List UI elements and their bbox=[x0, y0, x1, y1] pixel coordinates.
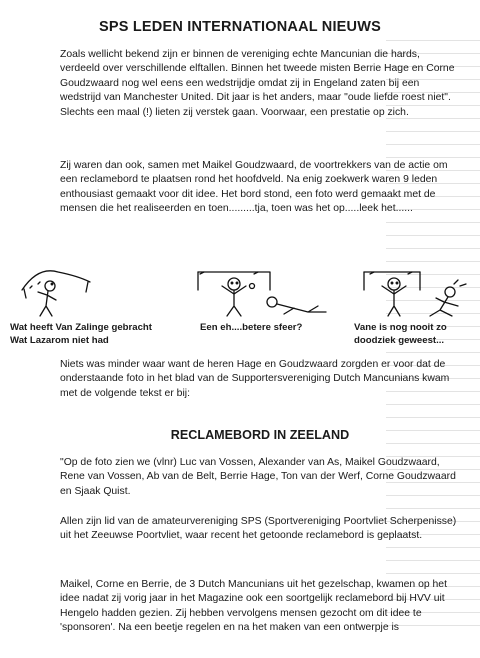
stick-figure-4 bbox=[430, 280, 466, 316]
intro-paragraph: Zoals wellicht bekend zijn er binnen de vereniging echte Mancunian die hards, verdeeld over verschillende elftallen. Binnen het tweede misten Berrie Hage en Corne Goudzwaard nog wel eens een wedstrijdje omdat zij in Engeland zaten bij een wedstrijd van Manchester United. Dit jaar is het anders, maar "oude liefde roest niet". Slechts een maal (!) lieten zij verstek gaan. Voorwaar, een prestatie op zich. bbox=[60, 49, 455, 118]
paragraph-2: Zij waren dan ook, samen met Maikel Goudzwaard, de voortrekkers van de actie om een reclamebord te plaatsen rond het hoofdveld. Na enig zoekwerk waren 9 leden enthousiast gemaakt voor dit idee. Het bord stond, een foto werd gemaakt met de mensen die het realiseerden en toen.........tja, toen was het op.....leek het...... bbox=[60, 160, 448, 215]
paragraph-3: Niets was minder waar want de heren Hage en Goudzwaard zorgden er voor dat de onderstaande foto in het blad van de Supportersvereniging Dutch Mancunians kwam met de volgende tekst er bij: bbox=[60, 359, 450, 399]
stick-figure-2 bbox=[222, 278, 255, 316]
paragraph-6: Maikel, Corne en Berrie, de 3 Dutch Mancunians uit het gezelschap, kwamen op het idee nadat zij vorig jaar in het Magazine ook een soortgelijk reclamebord bij HVV uit Hengelo hadden gezien. Zij hebben vervolgens mensen gezocht om dit idee te 'sponsoren'. Na een beetje regelen en na het maken van een ontwerpje is bbox=[60, 579, 447, 634]
reverse-side-bleed-through bbox=[380, 40, 480, 658]
caption-1-line-1: Wat heeft Van Zalinge gebracht bbox=[10, 322, 152, 333]
caption-2: Een eh....betere sfeer? bbox=[200, 322, 303, 333]
stick-figure-cartoon bbox=[8, 262, 472, 318]
caption-3: Vane is nog nooit zo doodziek geweest... bbox=[354, 322, 447, 346]
stick-figure-3 bbox=[382, 278, 406, 316]
page-title: SPS LEDEN INTERNATIONAAL NIEUWS bbox=[99, 19, 381, 35]
goal-2-drawing bbox=[198, 272, 270, 290]
paragraph-5: Allen zijn lid van de amateurvereniging SPS (Sportvereniging Poortvliet Scherpenisse) uit het Zeeuwse Poortvliet, waar recent het getoonde reclamebord is geplaatst. bbox=[60, 516, 457, 542]
stick-figure-lying bbox=[267, 297, 326, 314]
stick-figure-1 bbox=[38, 281, 56, 316]
paragraph-4: "Op de foto zien we (vlnr) Luc van Vossen, Alexander van As, Maikel Goudzwaard, Rene van Vossen, Ab van de Belt, Berrie Hage, Ton van der Werf, Corne Goudzwaard en Sjaak Quist. bbox=[60, 457, 456, 497]
caption-1-line-2: Wat Lazarom niet had bbox=[10, 335, 109, 346]
goal-3-drawing bbox=[364, 272, 420, 290]
section-subtitle: RECLAMEBORD IN ZEELAND bbox=[170, 428, 350, 442]
goal-1-drawing bbox=[22, 271, 90, 298]
caption-1 bbox=[10, 321, 210, 347]
